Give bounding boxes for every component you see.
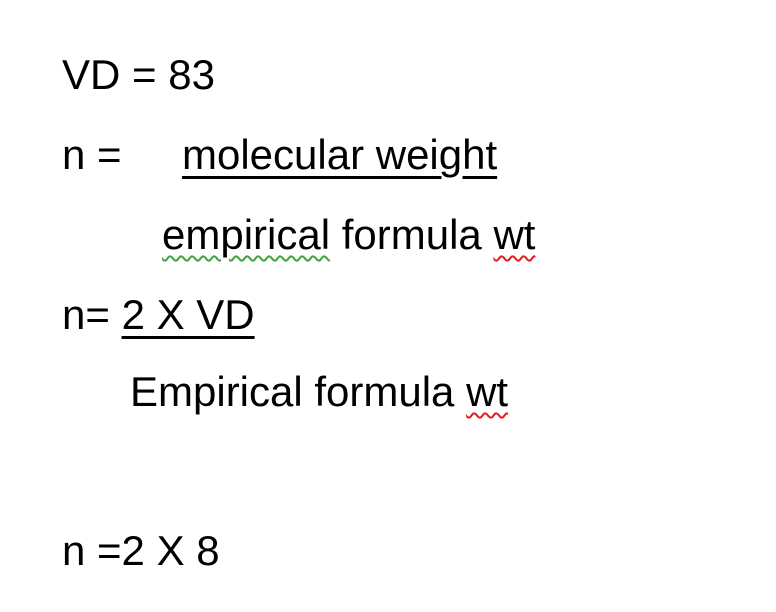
n-label-1: n = xyxy=(62,131,122,178)
result-line: n =2 X 8 xyxy=(62,527,220,574)
formula-word: formula xyxy=(330,211,494,258)
wt-word: wt xyxy=(493,211,536,258)
vapour-density-line: VD = 83 xyxy=(62,51,215,98)
formula-line-2 xyxy=(62,290,255,340)
numerator-molecular-weight: molecular weight xyxy=(182,131,498,178)
empirical-formula-words: Empirical formula xyxy=(130,368,467,415)
denominator-line-2 xyxy=(130,367,508,417)
wt-word-2: wt xyxy=(466,368,509,415)
numerator-2x-vd: 2 X VD xyxy=(121,291,255,338)
n-label-2: n= xyxy=(62,291,122,338)
empirical-word: empirical xyxy=(162,211,331,258)
denominator-line-1 xyxy=(162,210,535,260)
